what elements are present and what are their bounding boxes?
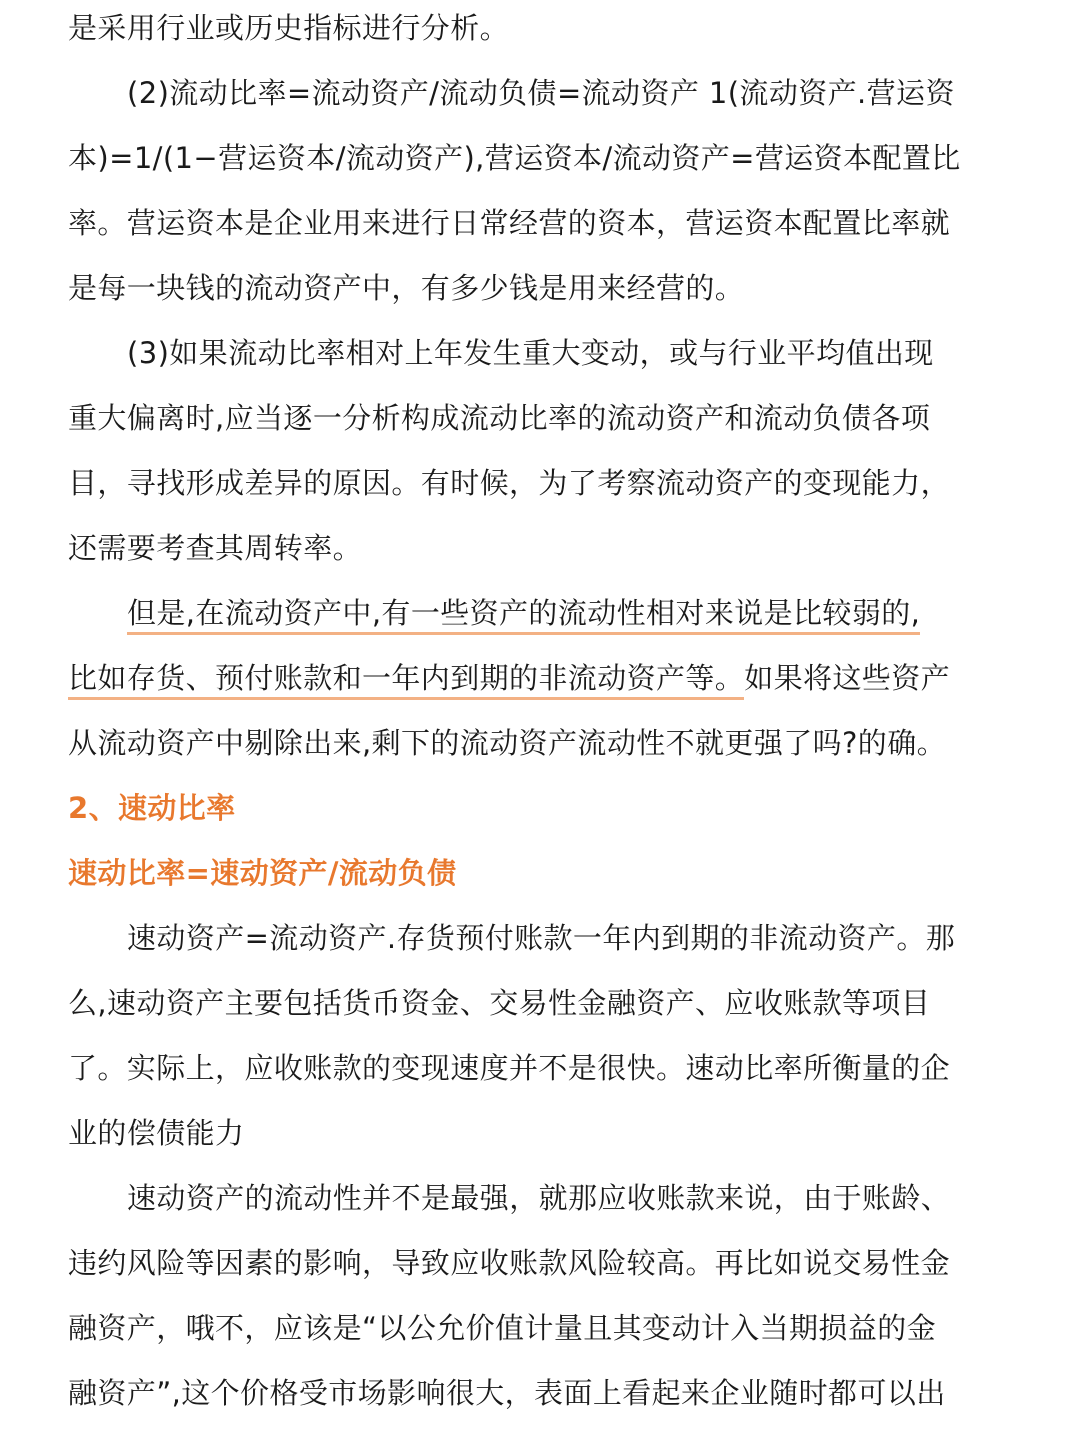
- paragraph-line: 业的偿债能力: [68, 1116, 245, 1150]
- paragraph-line: 本)=1/(1−营运资本/流动资产),营运资本/流动资产=营运资本配置比: [68, 141, 961, 175]
- paragraph-text: 如果将这些资产: [744, 661, 951, 695]
- paragraph-line: 违约风险等因素的影响，导致应收账款风险较高。再比如说交易性金: [68, 1246, 951, 1280]
- paragraph-line: 率。营运资本是企业用来进行日常经营的资本，营运资本配置比率就: [68, 206, 951, 240]
- formula-heading: 速动比率=速动资产/流动负债: [68, 856, 457, 890]
- paragraph-line: 速动资产的流动性并不是最强，就那应收账款来说，由于账龄、: [127, 1181, 951, 1215]
- highlighted-line: [127, 591, 920, 635]
- paragraph-line: 还需要考查其周转率。: [68, 531, 363, 565]
- highlight-underline-text: 但是,在流动资产中,有一些资产的流动性相对来说是比较弱的,: [127, 596, 920, 635]
- paragraph-line: 重大偏离时,应当逐一分析构成流动比率的流动资产和流动负债各项: [68, 401, 931, 435]
- paragraph-line: 速动资产=流动资产.存货预付账款一年内到期的非流动资产。那: [127, 921, 956, 955]
- paragraph-line: (3)如果流动比率相对上年发生重大变动，或与行业平均值出现: [127, 336, 934, 370]
- section-heading: 2、速动比率: [68, 791, 236, 825]
- paragraph-line: 么,速动资产主要包括货币资金、交易性金融资产、应收账款等项目: [68, 986, 931, 1020]
- paragraph-line: 是采用行业或历史指标进行分析。: [68, 11, 510, 45]
- paragraph-line: 是每一块钱的流动资产中，有多少钱是用来经营的。: [68, 271, 745, 305]
- highlight-underline-text: 比如存货、预付账款和一年内到期的非流动资产等。: [68, 661, 744, 700]
- paragraph-line: 从流动资产中剔除出来,剩下的流动资产流动性不就更强了吗?的确。: [68, 726, 947, 760]
- paragraph-line: 融资产，哦不，应该是“以公允价值计量且其变动计入当期损益的金: [68, 1311, 937, 1345]
- paragraph-line: 了。实际上，应收账款的变现速度并不是很快。速动比率所衡量的企: [68, 1051, 951, 1085]
- paragraph-line: (2)流动比率=流动资产/流动负债=流动资产 1(流动资产.营运资: [127, 76, 955, 110]
- highlighted-line: [68, 656, 950, 700]
- paragraph-line: 融资产”,这个价格受市场影响很大，表面上看起来企业随时都可以出: [68, 1376, 946, 1410]
- paragraph-line: 目，寻找形成差异的原因。有时候，为了考察流动资产的变现能力，: [68, 466, 951, 500]
